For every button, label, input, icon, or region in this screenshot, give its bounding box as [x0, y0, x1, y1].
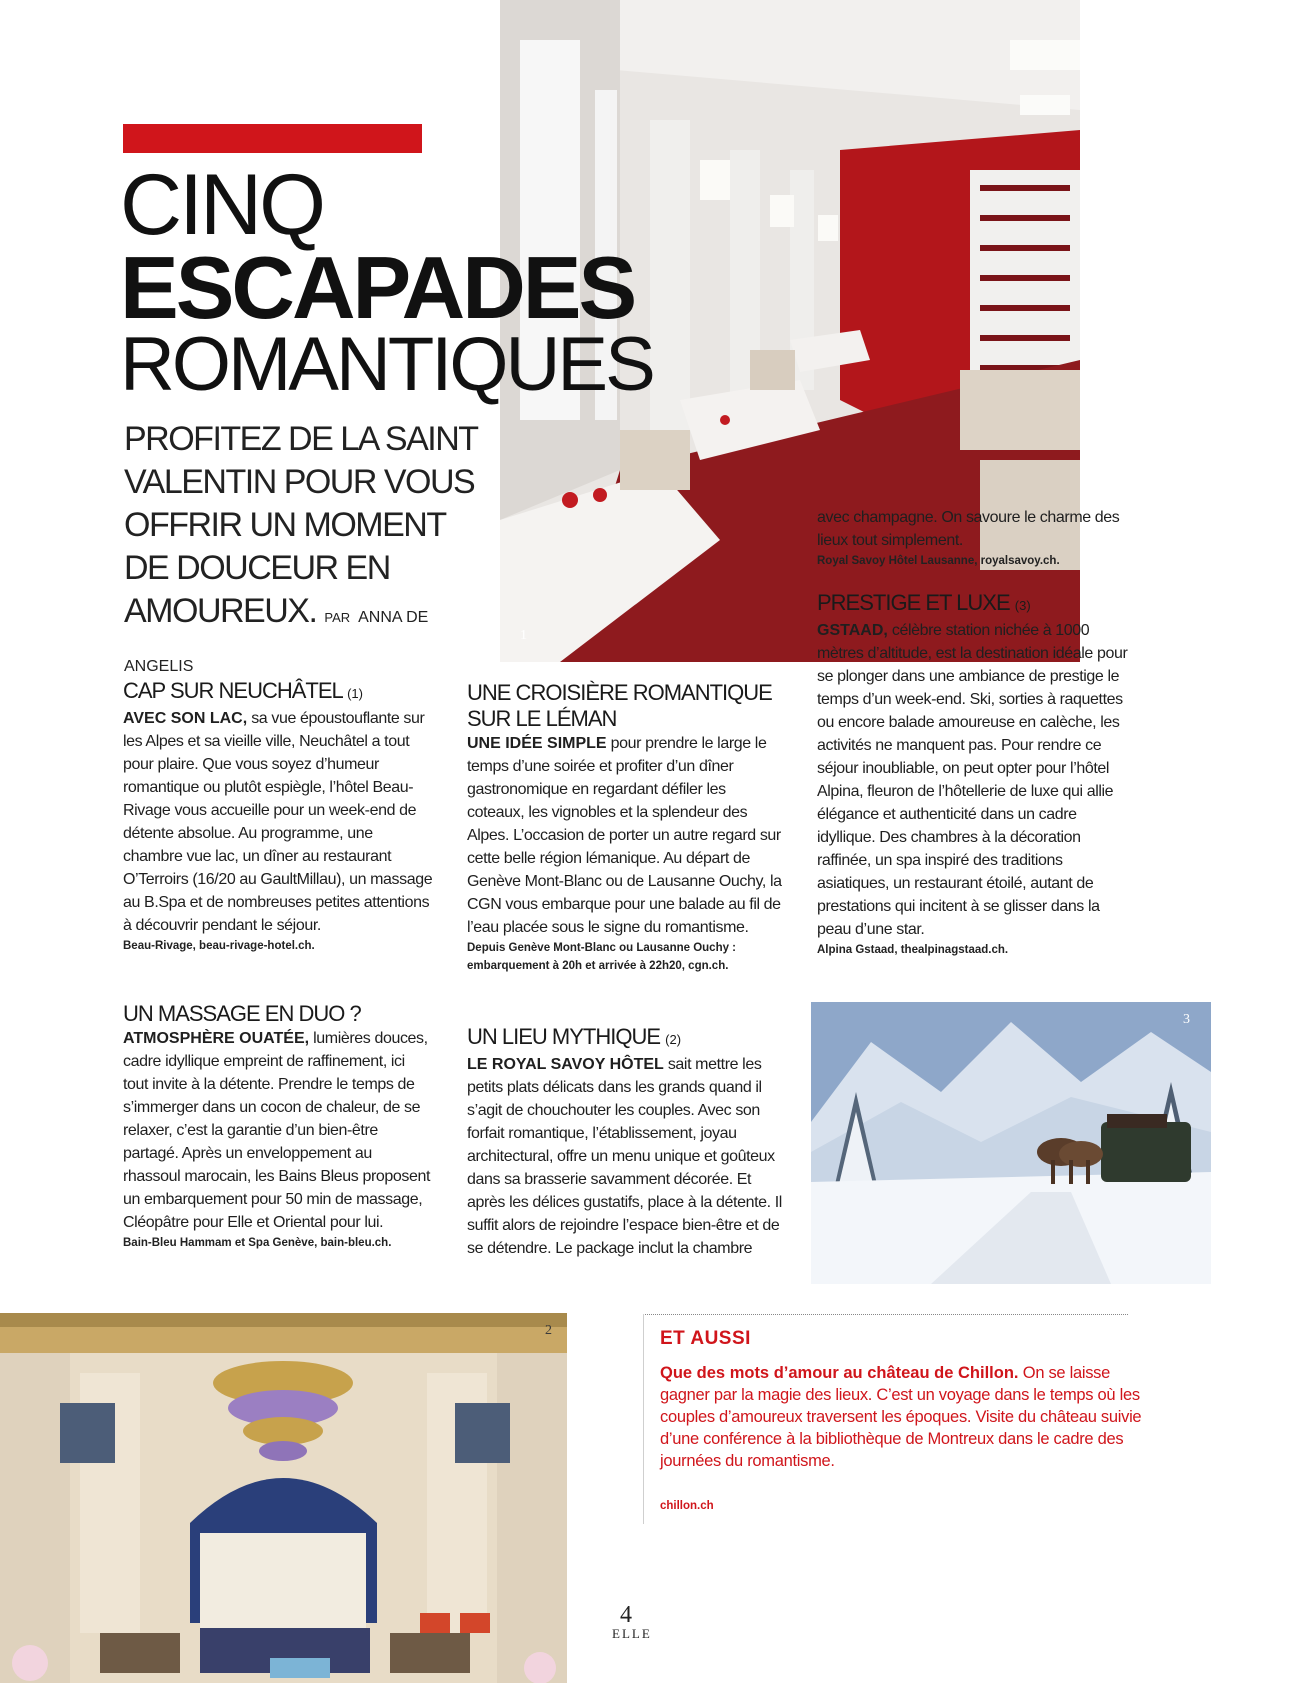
- article-body: [123, 1027, 433, 1234]
- aussi-credit: chillon.ch: [660, 1500, 714, 1512]
- article-lead: ATMOSPHÈRE OUATÉE,: [123, 1030, 310, 1047]
- article-body: [467, 1053, 787, 1260]
- article-croisiere: [467, 680, 787, 975]
- article-neuchatel: [123, 678, 433, 955]
- article-lead: AVEC SON LAC,: [123, 710, 248, 727]
- aussi-title: ET AUSSI: [660, 1328, 751, 1349]
- aussi-left-border: [643, 1314, 644, 1524]
- section-heading: UNE CROISIÈRE ROMANTIQUE SUR LE LÉMAN: [467, 680, 772, 731]
- section-heading: [467, 1024, 787, 1053]
- heading-text: PRESTIGE ET LUXE: [817, 590, 1010, 615]
- section-heading: [123, 678, 433, 707]
- article-credit: Royal Savoy Hôtel Lausanne, royalsavoy.ch.: [817, 555, 1060, 567]
- photo-reference: (2): [665, 1032, 682, 1047]
- article-body: [123, 707, 433, 937]
- standfirst-text: PROFITEZ DE LA SAINT VALENTIN POUR VOUS OFFRIR UN MOMENT DE DOUCEUR EN AMOUREUX.: [124, 420, 477, 630]
- article-prestige: [817, 590, 1135, 959]
- title-line-2: ESCAPADES: [120, 238, 635, 337]
- photo-reference: (3): [1014, 598, 1031, 613]
- article-credit: Alpina Gstaad, thealpinagstaad.ch.: [817, 944, 1009, 956]
- photo-reference: (1): [347, 686, 363, 701]
- article-body: [467, 732, 787, 939]
- article-lead: LE ROYAL SAVOY HÔTEL: [467, 1056, 664, 1073]
- hotel-lobby-photo: [0, 1313, 567, 1683]
- article-credit: Depuis Genève Mont-Blanc ou Lausanne Ouchy : embarquement à 20h et arrivée à 22h20, cgn.ch.: [467, 942, 737, 972]
- article-mythique-continued: [817, 506, 1127, 570]
- standfirst: [124, 418, 484, 688]
- article-text: lumières douces, cadre idyllique empreint de raffinement, ici tout invite à la détente. Prendre le temps de s’immerger dans un cocon de chaleur, de se relaxer, c’est la garantie d’un bien-être partagé. Après un enveloppement au rhassoul marocain, les Bains Bleus proposent un embarquement pour 50 min de massage, Cléopâtre pour Elle et Oriental pour lui.: [123, 1030, 431, 1231]
- byline-prefix: PAR: [324, 610, 351, 625]
- author-name: ANNA DE ANGELIS: [124, 609, 429, 675]
- aussi-top-border: [643, 1314, 1128, 1315]
- aussi-text: On se laisse gagner par la magie des lieux. C’est un voyage dans le temps où les couples d’amoureux traversent les époques. Visite du château suivie d’une conférence à la bibliothèque de Montreux dans le cadre des journées du romantisme.: [660, 1364, 1142, 1470]
- article-text: sa vue époustouflante sur les Alpes et sa vieille ville, Neuchâtel a tout pour plaire. Que vous soyez d’humeur romantique ou plutôt espiègle, l’hôtel Beau-Rivage vous accueille pour un week-end de détente absolue. Au programme, une chambre vue lac, un dîner au restaurant O’Terroirs (16/20 au GaultMillau), un massage au B.Spa et de nombreuses petites attentions à découvrir pendant le séjour.: [123, 710, 433, 934]
- section-heading: [817, 590, 1135, 619]
- heading-text: CAP SUR NEUCHÂTEL: [123, 678, 342, 703]
- article-text: avec champagne. On savoure le charme des lieux tout simplement.: [817, 509, 1120, 549]
- red-accent-bar: [123, 124, 422, 153]
- photo-number-1: 1: [520, 628, 527, 643]
- title-line-3: ROMANTIQUES: [120, 322, 653, 407]
- photo-number-3: 3: [1183, 1012, 1190, 1027]
- article-text: pour prendre le large le temps d’une soirée et profiter d’un dîner gastronomique en regardant défiler les coteaux, les vignobles et la splendeur des Alpes. L’occasion de porter un autre regard sur cette belle région lémanique. Au départ de Genève Mont-Blanc ou de Lausanne Ouchy, la CGN vous embarque pour une balade au fil de l’eau placée sous le signe du romantisme.: [467, 735, 782, 936]
- article-body: [817, 619, 1135, 941]
- article-mythique: [467, 1024, 787, 1260]
- magazine-name: ELLE: [612, 1626, 652, 1641]
- page-number: 4: [620, 1602, 632, 1628]
- section-heading: UN MASSAGE EN DUO ?: [123, 1001, 361, 1026]
- article-text: sait mettre les petits plats délicats dans les grands quand il s’agit de chouchouter les couples. Avec son forfait romantique, l’établissement, joyau architectural, offre un menu unique et goûteux dans sa brasserie savamment décorée. Et après les délices gustatifs, place à la détente. Il suffit alors de rejoindre l’espace bien-être et de se détendre. Le package inclut la chambre: [467, 1056, 782, 1257]
- article-credit: Bain-Bleu Hammam et Spa Genève, bain-bleu.ch.: [123, 1237, 392, 1249]
- title-line-1: CINQ: [120, 157, 323, 253]
- aussi-lead: Que des mots d’amour au château de Chillon.: [660, 1364, 1019, 1382]
- article-credit: Beau-Rivage, beau-rivage-hotel.ch.: [123, 940, 315, 952]
- article-lead: UNE IDÉE SIMPLE: [467, 735, 607, 752]
- photo-number-2: 2: [545, 1323, 552, 1338]
- heading-text: UN LIEU MYTHIQUE: [467, 1024, 661, 1049]
- winter-sleigh-photo: [811, 1002, 1211, 1284]
- aussi-body: [660, 1362, 1150, 1472]
- article-massage: [123, 1001, 433, 1252]
- article-text: célèbre station nichée à 1000 mètres d’altitude, est la destination idéale pour se plonger dans une ambiance de prestige le temps d’un week-end. Ski, sorties à raquettes ou encore balade amoureuse en calèche, les activités ne manquent pas. Pour rendre ce séjour inoubliable, on peut opter pour l’hôtel Alpina, fleuron de l’hôtellerie de luxe qui allie élégance et authenticité dans un cadre idyllique. Des chambres à la décoration raffinée, un spa inspiré des traditions asiatiques, un restaurant étoilé, autant de prestations qui incitent à se glisser dans la peau d’une star.: [817, 622, 1128, 938]
- article-lead: GSTAAD,: [817, 622, 888, 639]
